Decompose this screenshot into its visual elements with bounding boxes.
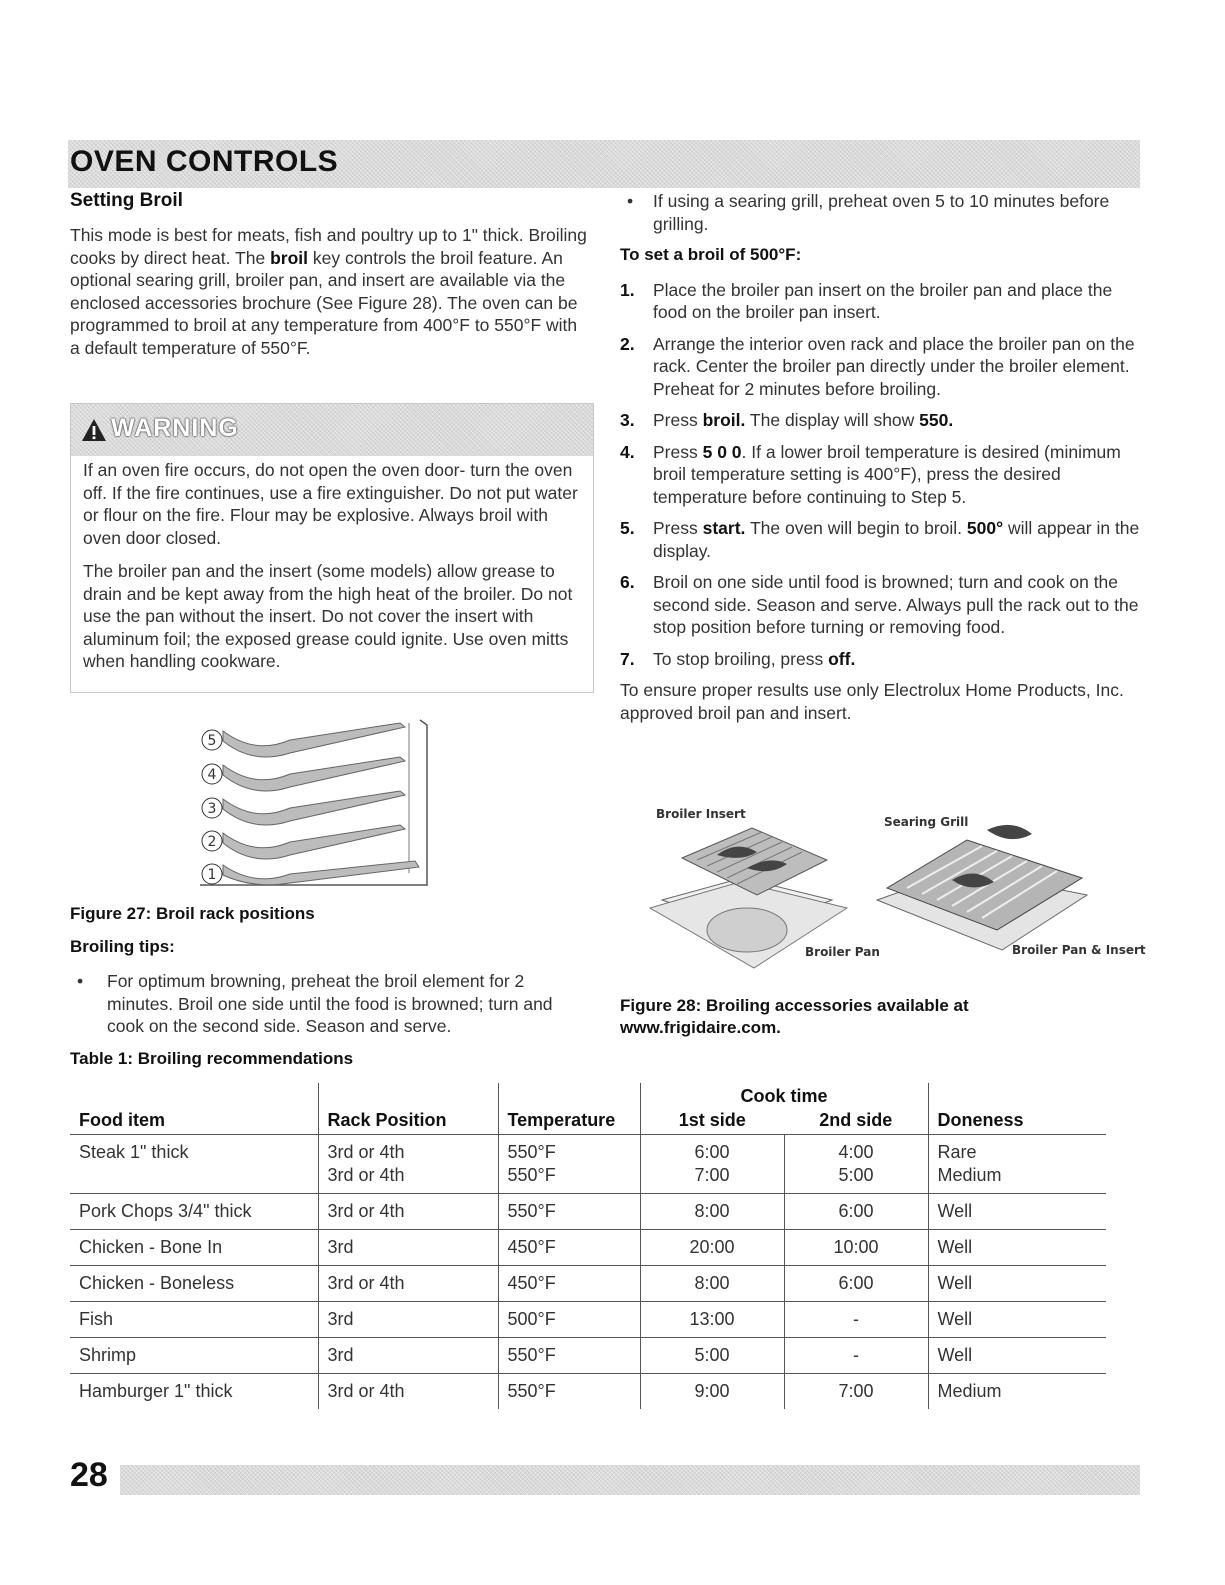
table-cell: 13:00 (640, 1302, 784, 1338)
table-cell: Well (928, 1266, 1106, 1302)
table-cell: Hamburger 1" thick (70, 1374, 318, 1410)
column-header: Rack Position (318, 1110, 498, 1135)
column-header: Doneness (928, 1110, 1106, 1135)
label-broiler-pan: Broiler Pan (805, 945, 880, 959)
warning-body (83, 459, 583, 673)
table-cell: 7:00 (784, 1374, 928, 1410)
table-cell: Well (928, 1194, 1106, 1230)
table-cell: 6:00 (784, 1194, 928, 1230)
table-cell: 20:00 (640, 1230, 784, 1266)
table-body (70, 1135, 1106, 1410)
set-broil-subheading: To set a broil of 500°F: (620, 245, 802, 264)
table-cell: 8:00 (640, 1266, 784, 1302)
rack-label: 2 (207, 834, 217, 850)
warning-box (70, 403, 594, 693)
table-cell: 3rd (318, 1230, 498, 1266)
step-2: 2. Arrange the interior oven rack and place the broiler pan on the rack. Center the broiler pan directly under the broiler element. Preheat for 2 minutes before broiling. (620, 333, 1135, 399)
table-cell: 550°F 550°F (498, 1135, 640, 1194)
table-cell: 3rd or 4th (318, 1266, 498, 1302)
rack-label: 3 (207, 801, 217, 817)
warning-paragraph-1: If an oven fire occurs, do not open the oven door- turn the oven off. If the fire continues, use a fire extinguisher. Do not put water or flour on the fire. Flour may be explosive. Always broil with oven door closed. (83, 460, 578, 548)
table-cell: Well (928, 1338, 1106, 1374)
section-title: OVEN CONTROLS (70, 145, 339, 178)
footer-band (120, 1465, 1140, 1495)
rack-label: 1 (207, 867, 217, 883)
table-cell: 10:00 (784, 1230, 928, 1266)
broiling-accessories-figure (622, 800, 1146, 985)
approved-accessories-note: To ensure proper results use only Electrolux Home Products, Inc. approved broil pan and insert. (620, 680, 1124, 723)
table-cell: 9:00 (640, 1374, 784, 1410)
table-cell: 3rd or 4th (318, 1194, 498, 1230)
table-cell: 3rd (318, 1302, 498, 1338)
column-header: 1st side (640, 1110, 784, 1135)
table-row (70, 1194, 1106, 1230)
table-cell: Well (928, 1302, 1106, 1338)
table-cell: Chicken - Bone In (70, 1230, 318, 1266)
table-row (70, 1302, 1106, 1338)
step-7: 7. To stop broiling, press off. (620, 648, 856, 669)
broil-rack-positions-figure (195, 715, 435, 890)
setting-broil-heading: Setting Broil (70, 190, 183, 211)
table-cell: - (784, 1338, 928, 1374)
column-header: Food item (79, 1110, 165, 1130)
table-cell: Chicken - Boneless (70, 1266, 318, 1302)
table-cell: Well (928, 1230, 1106, 1266)
table-row (70, 1338, 1106, 1374)
table-cell: 450°F (498, 1266, 640, 1302)
table-cell: Medium (928, 1374, 1106, 1410)
table-caption: Table 1: Broiling recommendations (70, 1049, 354, 1068)
step-5: 5. Press start. The oven will begin to broil. 500° will appear in the display. (620, 518, 1140, 561)
table-cell: 5:00 (640, 1338, 784, 1374)
broiling-tips-heading: Broiling tips: (70, 937, 175, 956)
table-cell: 500°F (498, 1302, 640, 1338)
table-cell: 550°F (498, 1194, 640, 1230)
label-broiler-insert: Broiler Insert (656, 807, 746, 821)
step-3: 3. Press broil. The display will show 550. (620, 410, 954, 430)
warning-paragraph-2: The broiler pan and the insert (some models) allow grease to drain and be kept away from the high heat of the broiler. Do not use the pan without the insert. Do not cover the insert with aluminum foil; the exposed grease could ignite. Use oven mitts when handling cookware. (83, 561, 573, 671)
searing-grill-bullet (620, 190, 1142, 235)
table-cell: - (784, 1302, 928, 1338)
cook-time-header: Cook time (640, 1083, 928, 1110)
table-cell: 8:00 (640, 1194, 784, 1230)
figure-27-caption: Figure 27: Broil rack positions (70, 904, 315, 923)
broiling-tips-list (70, 970, 585, 1038)
table-cell: 550°F (498, 1338, 640, 1374)
table-cell: 550°F (498, 1374, 640, 1410)
warning-triangle-icon (81, 418, 107, 442)
table-cell: 4:00 5:00 (784, 1135, 928, 1194)
warning-header (71, 404, 593, 456)
column-header: 2nd side (819, 1110, 893, 1130)
table-cell: Pork Chops 3/4" thick (70, 1194, 318, 1230)
table-row (70, 1374, 1106, 1410)
step-6: 6. Broil on one side until food is browned; turn and cook on the second side. Season and serve. Always pull the rack out to the stop position before turning or removing food. (620, 572, 1139, 637)
list-item: • If using a searing grill, preheat oven 5 to 10 minutes before grilling. (620, 190, 1142, 235)
label-broiler-pan-insert: Broiler Pan & Insert (1012, 943, 1146, 957)
setting-broil-intro (70, 224, 590, 359)
table-row (70, 1266, 1106, 1302)
table-row (70, 1230, 1106, 1266)
table-cell: Rare Medium (928, 1135, 1106, 1194)
step-1: 1. Place the broiler pan insert on the broiler pan and place the food on the broiler pan insert. (620, 279, 1113, 322)
left-column (70, 190, 590, 359)
table-row (70, 1135, 1106, 1194)
table-cell: 6:00 7:00 (640, 1135, 784, 1194)
step-4: 4. Press 5 0 0. If a lower broil temperature is desired (minimum broil temperature setting is 400°F), press the desired temperature before continuing to Step 5. (620, 441, 1121, 507)
intro-broil-key: broil (270, 247, 308, 268)
figure-28-caption: Figure 28: Broiling accessories available at www.frigidaire.com. (620, 996, 969, 1037)
right-column (620, 190, 1142, 724)
intro-text: This mode is best for meats, fish and poultry up to 1" thick. Broiling cooks by direct heat. The (70, 225, 587, 268)
page-number: 28 (70, 1456, 108, 1494)
column-header: Temperature (498, 1110, 640, 1135)
list-item: • For optimum browning, preheat the broil element for 2 minutes. Broil one side until the food is browned; turn and cook on the second side. Season and serve. (70, 970, 585, 1038)
intro-text: key controls the broil feature. An optional searing grill, broiler pan, and insert are available via the enclosed accessories brochure (See Figure 28). The oven can be programmed to broil at any temperature from 400°F to 550°F with a default temperature of 550°F. (70, 247, 578, 358)
label-searing-grill: Searing Grill (884, 815, 969, 829)
table-cell: 3rd (318, 1338, 498, 1374)
table-cell: 3rd or 4th (318, 1374, 498, 1410)
broiling-recommendations-table (70, 1083, 1106, 1409)
warning-title: WARNING (111, 414, 239, 442)
table-cell: Steak 1" thick (70, 1135, 318, 1194)
table-cell: Shrimp (70, 1338, 318, 1374)
rack-label: 4 (207, 767, 217, 783)
table-cell: 3rd or 4th 3rd or 4th (318, 1135, 498, 1194)
table-cell: 6:00 (784, 1266, 928, 1302)
table-cell: Fish (70, 1302, 318, 1338)
broil-steps (620, 279, 1142, 671)
table-cell: 450°F (498, 1230, 640, 1266)
rack-label: 5 (207, 733, 217, 749)
